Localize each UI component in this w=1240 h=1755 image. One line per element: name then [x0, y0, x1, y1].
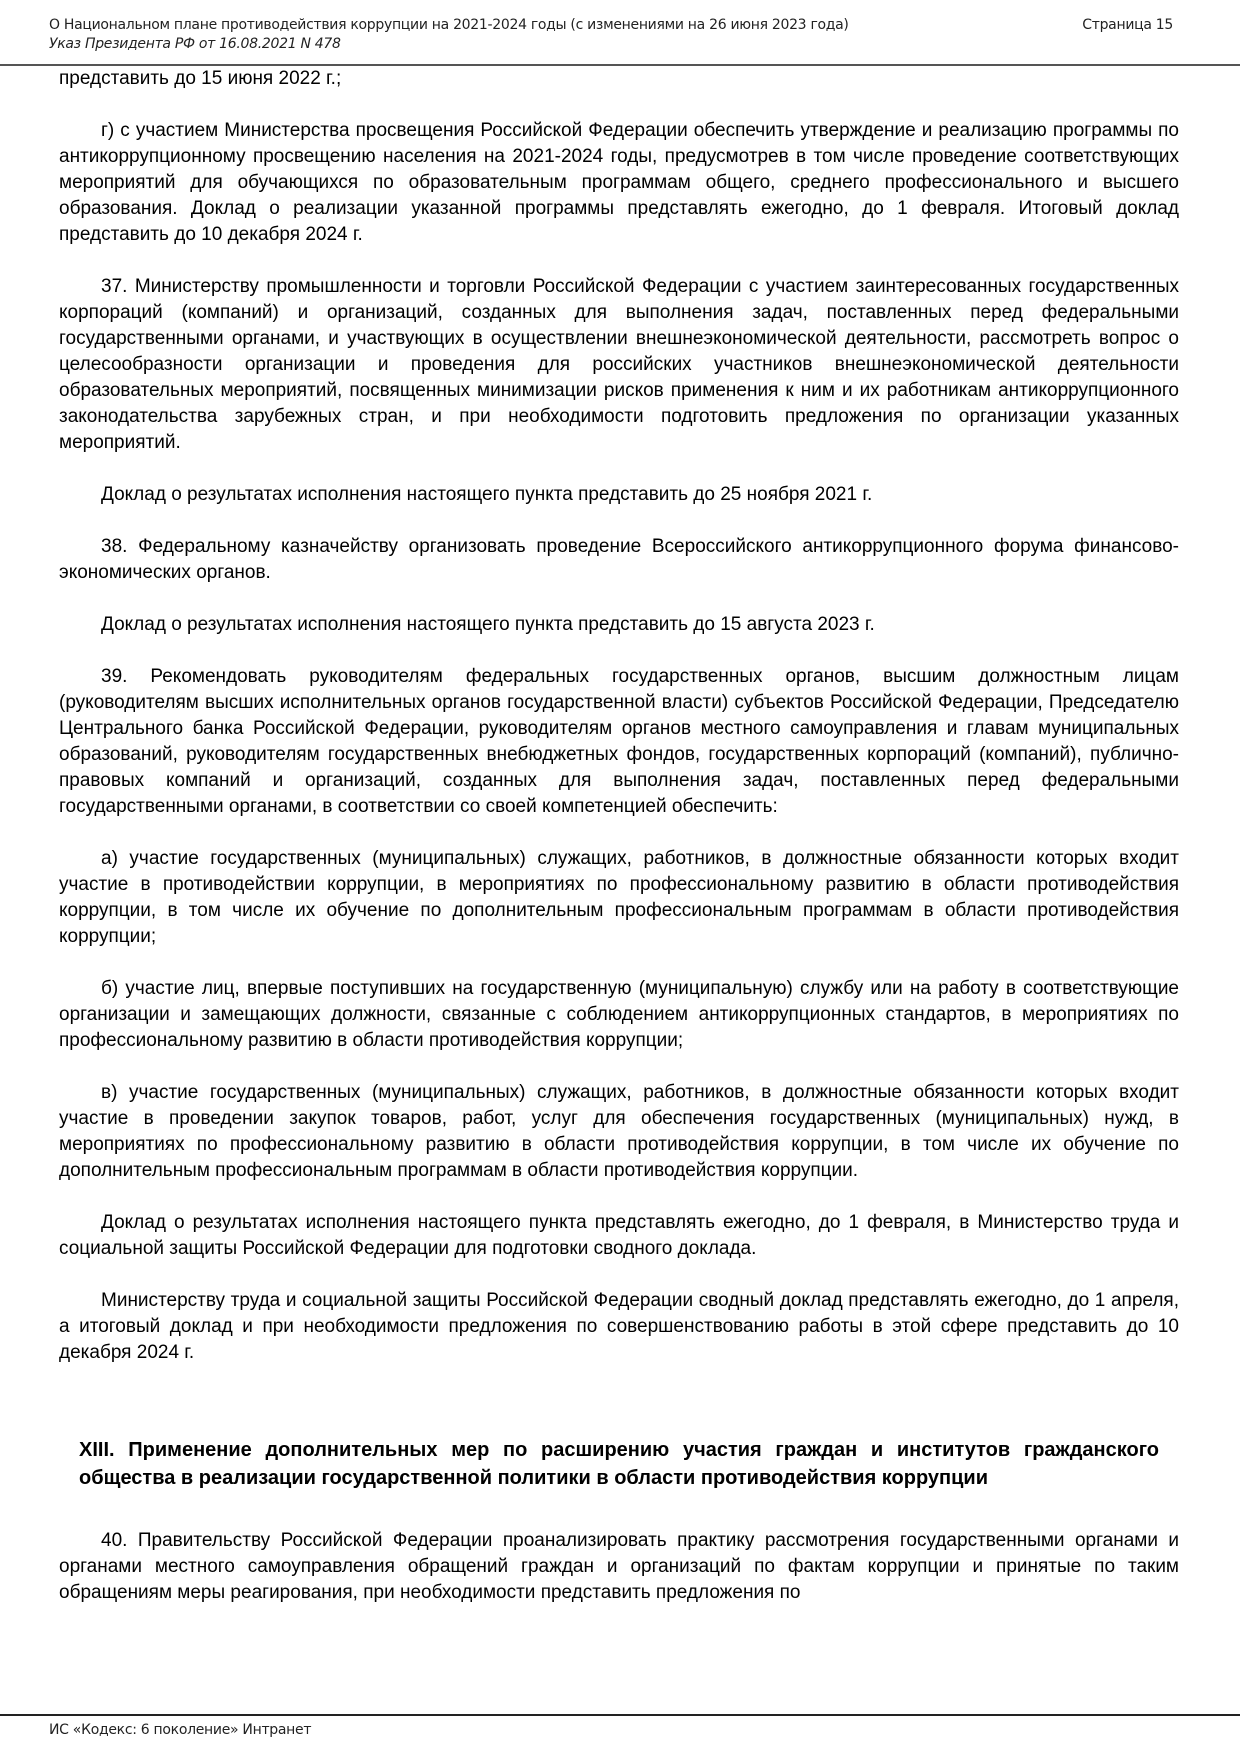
paragraph-item-38: 38. Федеральному казначейству организовать проведение Всероссийского антикоррупционного форума финансово-экономических органов. — [59, 536, 1179, 583]
page-number: Страница 15 — [1082, 17, 1173, 33]
paragraph-continuation: представить до 15 июня 2022 г.; — [59, 68, 342, 89]
paragraph-item-37: 37. Министерству промышленности и торговли Российской Федерации с участием заинтересованных государственных корпораций (компаний) и организаций, созданных для выполнения задач, поставленных перед федеральными государственными органами, и участвующих в осуществлении внешнеэкономической деятельности, рассмотреть вопрос о целесообразности организации и проведения для российских участников внешнеэкономической деятельности образовательных мероприятий, посвященных минимизации рисков применения к ним и их работникам антикоррупционного законодательства зарубежных стран, и при необходимости подготовить предложения по организации указанных мероприятий. — [59, 276, 1179, 453]
document-body — [59, 66, 1179, 1606]
document-title: О Национальном плане противодействия коррупции на 2021-2024 годы (с изменениями на 26 июня 2023 года) — [49, 17, 849, 33]
paragraph-report-38: Доклад о результатах исполнения настоящего пункта представить до 15 августа 2023 г. — [101, 614, 875, 635]
paragraph-report-37: Доклад о результатах исполнения настоящего пункта представить до 25 ноября 2021 г. — [101, 484, 873, 505]
footer-source: ИС «Кодекс: 6 поколение» Интранет — [49, 1722, 312, 1738]
paragraph-summary-39: Министерству труда и социальной защиты Российской Федерации сводный доклад представлять ежегодно, до 1 апреля, а итоговый доклад и при необходимости предложения по совершенствованию работы в этой сфере представить до 10 декабря 2024 г. — [59, 1290, 1179, 1363]
paragraph-item-40: 40. Правительству Российской Федерации проанализировать практику рассмотрения государственными органами и органами местного самоуправления обращений граждан и организаций по фактам коррупции и принятые по таким обращениям меры реагирования, при необходимости представить предложения по — [59, 1530, 1179, 1603]
document-subtitle: Указ Президента РФ от 16.08.2021 N 478 — [49, 36, 341, 52]
section-heading-xiii: XIII. Применение дополнительных мер по расширению участия граждан и институтов гражданского общества в реализации государственной политики в области противодействия коррупции — [79, 1439, 1159, 1489]
page-body-viewport — [0, 66, 1240, 1714]
paragraph-subitem-g: г) с участием Министерства просвещения Российской Федерации обеспечить утверждение и реализацию программы по антикоррупционному просвещению населения на 2021-2024 годы, предусмотрев в том числе проведение соответствующих мероприятий для обучающихся по образовательным программам общего, среднего профессионального и высшего образования. Доклад о реализации указанной программы представлять ежегодно, до 1 февраля. Итоговый доклад представить до 10 декабря 2024 г. — [59, 120, 1179, 245]
paragraph-subitem-v: в) участие государственных (муниципальных) служащих, работников, в должностные обязанности которых входит участие в проведении закупок товаров, работ, услуг для обеспечения государственных (муниципальных) нужд, в мероприятиях по профессиональному развитию в области противодействия коррупции, в том числе их обучение по дополнительным профессиональным программам в области противодействия коррупции. — [59, 1082, 1179, 1181]
paragraph-subitem-b: б) участие лиц, впервые поступивших на государственную (муниципальную) службу или на работу в соответствующие организации и замещающих должности, связанные с соблюдением антикоррупционных стандартов, в мероприятиях по профессиональному развитию в области противодействия коррупции; — [59, 978, 1179, 1051]
paragraph-report-39: Доклад о результатах исполнения настоящего пункта представлять ежегодно, до 1 февраля, в Министерство труда и социальной защиты Российской Федерации для подготовки сводного доклада. — [59, 1212, 1179, 1259]
page-header — [0, 0, 1240, 66]
paragraph-subitem-a: а) участие государственных (муниципальных) служащих, работников, в должностные обязанности которых входит участие в противодействии коррупции, в мероприятиях по профессиональному развитию в области противодействия коррупции, в том числе их обучение по дополнительным профессиональным программам в области противодействия коррупции; — [59, 848, 1179, 947]
paragraph-item-39: 39. Рекомендовать руководителям федеральных государственных органов, высшим должностным лицам (руководителям высших исполнительных органов государственной власти) субъектов Российской Федерации, Председателю Центрального банка Российской Федерации, руководителям органов местного самоуправления и главам муниципальных образований, руководителям государственных внебюджетных фондов, государственных корпораций (компаний), публично-правовых компаний и организаций, созданных для выполнения задач, поставленных перед федеральными государственными органами, в соответствии со своей компетенцией обеспечить: — [59, 666, 1179, 817]
footer-divider — [0, 1714, 1240, 1716]
